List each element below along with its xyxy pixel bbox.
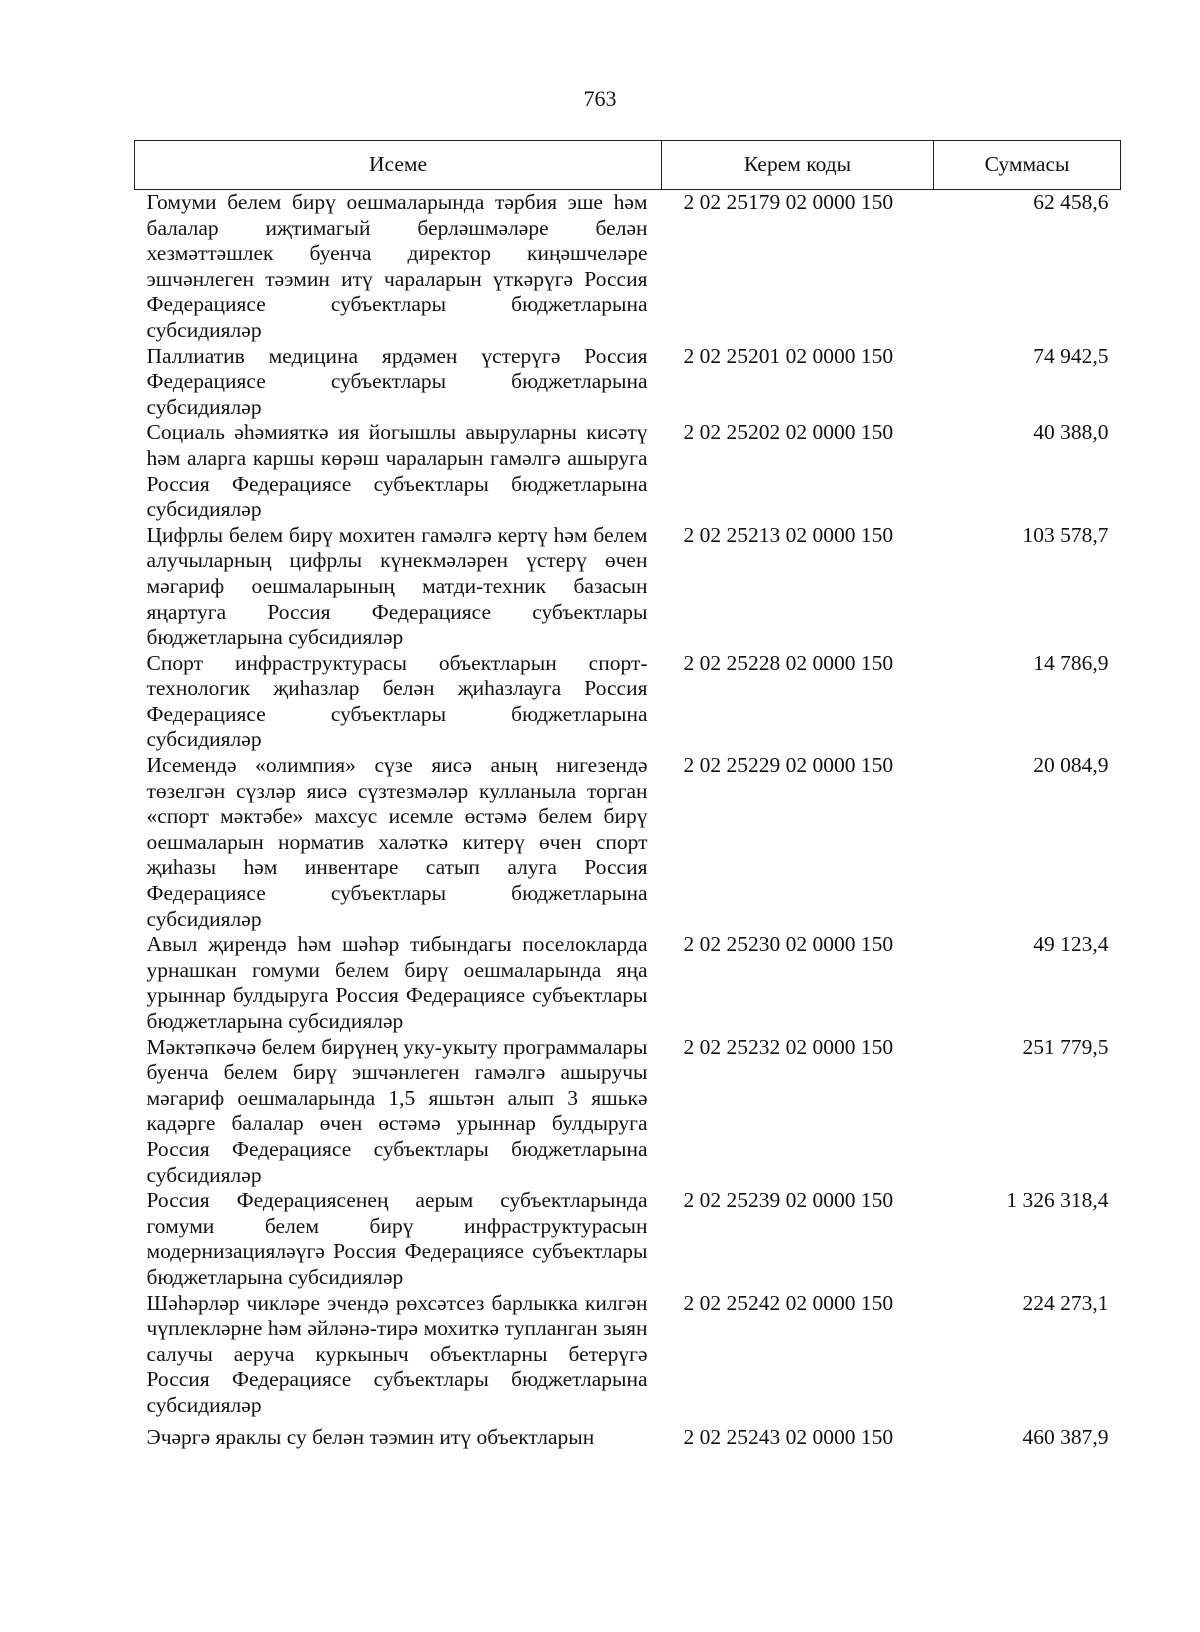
row-code: 2 02 25228 02 0000 150 bbox=[683, 650, 894, 675]
table-header bbox=[135, 141, 1121, 190]
table-row bbox=[135, 753, 1121, 932]
row-sum: 224 273,1 bbox=[1022, 1290, 1109, 1315]
row-code: 2 02 25232 02 0000 150 bbox=[683, 1034, 894, 1059]
row-sum: 49 123,4 bbox=[1033, 932, 1109, 957]
budget-table bbox=[134, 140, 1121, 1450]
row-name: Мәктәпкәчә белем бирүнең уку-укыту программалары буенча белем бирү эшчәнлеген гамәлгә ашыручы мәгариф оешмаларында 1,5 яшьтән алып 3 яшькә кадәрге балалар өчен өстәмә урыннар булдыруга Россия Федерациясе субъектлары бюджетларына субсидияләр bbox=[146, 1034, 648, 1187]
row-sum: 62 458,6 bbox=[1033, 190, 1109, 214]
table-row bbox=[135, 1291, 1121, 1419]
row-sum: 40 388,0 bbox=[1033, 420, 1109, 445]
table-row bbox=[135, 651, 1121, 753]
table-row bbox=[135, 420, 1121, 522]
row-name: Спорт инфраструктурасы объектларын спорт-технологик җиһазлар белән җиһазлауга Россия Федерациясе субъектлары бюджетларына субсидияләр bbox=[146, 650, 648, 752]
row-code: 2 02 25213 02 0000 150 bbox=[683, 522, 894, 547]
row-code: 2 02 25201 02 0000 150 bbox=[683, 343, 894, 368]
table-body bbox=[135, 190, 1121, 1451]
row-code: 2 02 25242 02 0000 150 bbox=[683, 1290, 894, 1315]
row-name: Эчәргә яраклы су белән тәэмин итү объектларын bbox=[146, 1424, 595, 1449]
row-code: 2 02 25243 02 0000 150 bbox=[683, 1424, 894, 1449]
row-name: Авыл җирендә һәм шәһәр тибындагы поселокларда урнашкан гомуми белем бирү оешмаларында яңа урыннар булдыруга Россия Федерациясе субъектлары бюджетларына субсидияләр bbox=[146, 932, 648, 1033]
table-row bbox=[135, 1419, 1121, 1451]
row-code: 2 02 25179 02 0000 150 bbox=[683, 190, 894, 214]
row-sum: 460 387,9 bbox=[1022, 1424, 1109, 1449]
row-name: Гомуми белем бирү оешмаларында тәрбия эше һәм балалар иҗтимагый берләшмәләре белән хезмәттәшлек буенча директор киңәшчеләре эшчәнлеген тәэмин итү чараларын үткәрүгә Россия Федерациясе субъектлары бюджетларына субсидияләр bbox=[146, 190, 648, 342]
row-sum: 1 326 318,4 bbox=[1006, 1188, 1109, 1213]
header-row bbox=[135, 141, 1121, 190]
table-row bbox=[135, 1035, 1121, 1189]
row-code: 2 02 25229 02 0000 150 bbox=[683, 753, 894, 778]
table-row bbox=[135, 523, 1121, 651]
row-name: Цифрлы белем бирү мохитен гамәлгә кертү һәм белем алучыларның цифрлы күнекмәләрен үстерү өчен мәгариф оешмаларының матди-техник базасын яңартуга Россия Федерациясе субъектлары бюджетларына субсидияләр bbox=[146, 522, 648, 650]
row-sum: 103 578,7 bbox=[1022, 522, 1109, 547]
table-row bbox=[135, 344, 1121, 421]
row-code: 2 02 25239 02 0000 150 bbox=[683, 1188, 894, 1213]
page-number: 763 bbox=[583, 86, 617, 111]
table-row bbox=[135, 932, 1121, 1034]
row-name: Социаль әһәмияткә ия йогышлы авыруларны кисәтү һәм аларга каршы көрәш чараларын гамәлгә ашыруга Россия Федерациясе субъектлары бюджетларына субсидияләр bbox=[146, 420, 648, 522]
header-sum: Суммасы bbox=[934, 141, 1121, 190]
row-sum: 251 779,5 bbox=[1022, 1034, 1109, 1059]
header-name: Исеме bbox=[135, 141, 662, 190]
row-code: 2 02 25202 02 0000 150 bbox=[683, 420, 894, 445]
table-row bbox=[135, 1188, 1121, 1290]
row-name: Исемендә «олимпия» сүзе яисә аның нигезендә төзелгән сүзләр яисә сүзтезмәләр кулланыла торган «спорт мәктәбе» махсус исемле өстәмә белем бирү оешмаларын норматив халәткә китерү өчен спорт җиһазы һәм инвентаре сатып алуга Россия Федерациясе субъектлары бюджетларына субсидияләр bbox=[146, 753, 648, 931]
row-name: Шәһәрләр чикләре эчендә рөхсәтсез барлыкка килгән чүплекләрне һәм әйләнә-тирә мохиткә тупланган зыян салучы аеруча куркыныч объектларны бетерүгә Россия Федерациясе субъектлары бюджетларына субсидияләр bbox=[146, 1290, 648, 1417]
row-name: Россия Федерациясенең аерым субъектларында гомуми белем бирү инфраструктурасын модернизацияләүгә Россия Федерациясе субъектлары бюджетларына субсидияләр bbox=[146, 1188, 648, 1289]
table-row bbox=[135, 190, 1121, 344]
row-code: 2 02 25230 02 0000 150 bbox=[683, 932, 894, 957]
row-sum: 20 084,9 bbox=[1033, 753, 1109, 778]
header-code: Керем коды bbox=[662, 141, 934, 190]
row-sum: 74 942,5 bbox=[1033, 343, 1109, 368]
row-name: Паллиатив медицина ярдәмен үстерүгә Россия Федерациясе субъектлары бюджетларына субсидияләр bbox=[146, 343, 648, 419]
row-sum: 14 786,9 bbox=[1033, 650, 1109, 675]
